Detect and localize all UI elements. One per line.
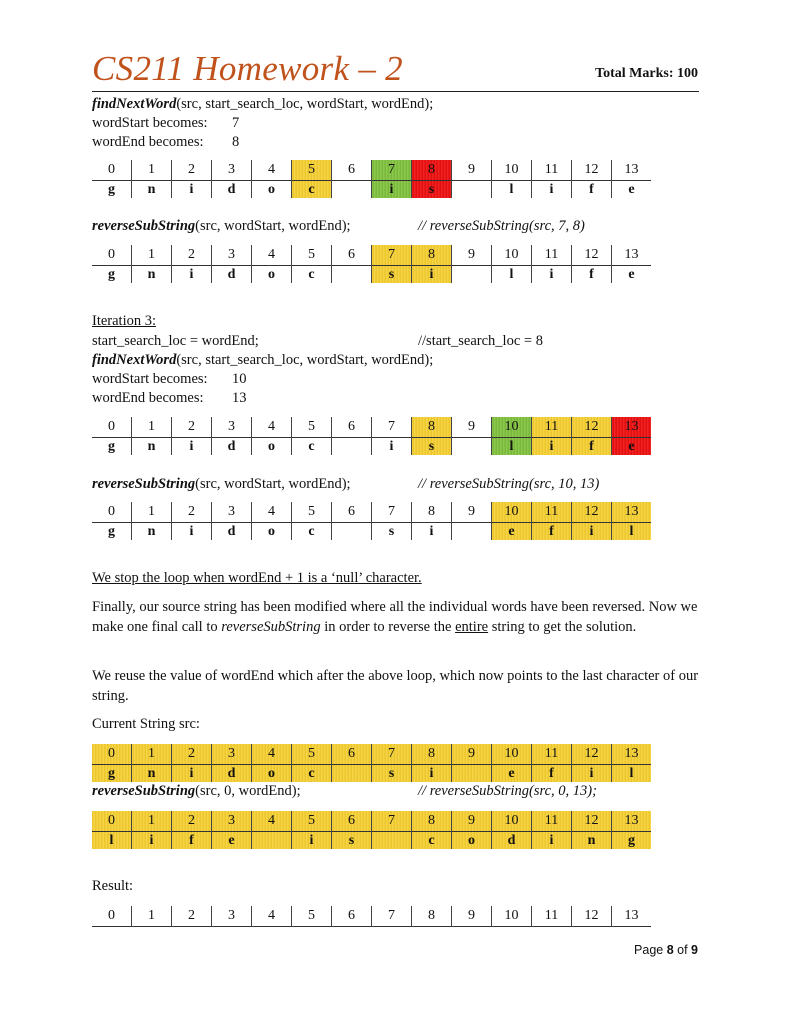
index-cell: 10	[492, 417, 532, 438]
index-cell: 11	[532, 245, 572, 266]
char-cell: f	[532, 523, 572, 541]
char-cell: o	[252, 523, 292, 541]
char-cell: s	[412, 181, 452, 199]
char-cell: f	[572, 266, 612, 284]
char-cell: c	[412, 832, 452, 850]
char-cell	[332, 765, 372, 783]
word-start-line-1: wordStart becomes: 7	[92, 115, 240, 131]
char-cell: i	[572, 523, 612, 541]
index-cell: 5	[292, 906, 332, 927]
index-cell: 3	[212, 811, 252, 832]
char-cell	[332, 181, 372, 199]
char-cell: i	[412, 266, 452, 284]
char-cell: f	[572, 438, 612, 456]
char-cell: s	[372, 765, 412, 783]
char-cell: e	[492, 765, 532, 783]
array-table-1	[92, 160, 651, 198]
index-cell: 9	[452, 502, 492, 523]
index-cell: 9	[452, 245, 492, 266]
char-cell	[332, 266, 372, 284]
index-cell: 8	[412, 811, 452, 832]
char-cell: l	[492, 438, 532, 456]
char-cell: e	[612, 438, 652, 456]
array-table-2	[92, 245, 651, 283]
index-cell: 4	[252, 502, 292, 523]
char-cell: o	[252, 765, 292, 783]
reverse-call-1: reverseSubString(src, wordStart, wordEnd);	[92, 218, 351, 234]
char-cell	[332, 523, 372, 541]
index-cell: 11	[532, 417, 572, 438]
char-cell	[252, 832, 292, 850]
char-cell	[452, 438, 492, 456]
index-cell: 4	[252, 160, 292, 181]
final-reverse-call: reverseSubString(src, 0, wordEnd);	[92, 783, 301, 799]
index-cell: 8	[412, 744, 452, 765]
index-cell: 13	[612, 502, 652, 523]
array-table-5	[92, 744, 651, 782]
char-cell: d	[212, 438, 252, 456]
iteration-3-heading: Iteration 3:	[92, 313, 157, 329]
index-cell: 5	[292, 744, 332, 765]
index-cell: 12	[572, 160, 612, 181]
index-cell: 12	[572, 744, 612, 765]
index-cell: 1	[132, 906, 172, 927]
index-cell: 9	[452, 906, 492, 927]
index-cell: 2	[172, 160, 212, 181]
reverse-call-2: reverseSubString(src, wordStart, wordEnd);	[92, 476, 351, 492]
char-cell: g	[92, 765, 132, 783]
char-cell: i	[172, 523, 212, 541]
char-cell: l	[492, 266, 532, 284]
final-reverse-comment: // reverseSubString(src, 0, 13);	[418, 783, 597, 799]
index-cell: 8	[412, 906, 452, 927]
array-table-4	[92, 502, 651, 540]
index-cell: 6	[332, 417, 372, 438]
char-cell	[452, 181, 492, 199]
char-cell: d	[492, 832, 532, 850]
char-cell: c	[292, 438, 332, 456]
char-row	[92, 523, 651, 541]
index-cell: 9	[452, 160, 492, 181]
index-cell: 4	[252, 744, 292, 765]
index-cell: 5	[292, 417, 332, 438]
header-rule	[92, 91, 699, 92]
char-cell	[372, 832, 412, 850]
assign-comment: //start_search_loc = 8	[418, 333, 543, 349]
char-cell: f	[172, 832, 212, 850]
char-cell: l	[492, 181, 532, 199]
index-cell: 11	[532, 744, 572, 765]
char-cell: i	[412, 765, 452, 783]
index-cell: 5	[292, 245, 332, 266]
index-cell: 1	[132, 417, 172, 438]
array-table-7	[92, 906, 651, 927]
char-row	[92, 765, 651, 783]
reverse-comment-2: // reverseSubString(src, 10, 13)	[418, 476, 600, 492]
char-cell: e	[612, 266, 652, 284]
index-cell: 8	[412, 245, 452, 266]
index-cell: 11	[532, 160, 572, 181]
index-cell: 2	[172, 811, 212, 832]
total-marks: Total Marks: 100	[595, 66, 698, 81]
index-cell: 12	[572, 906, 612, 927]
index-cell: 6	[332, 811, 372, 832]
reverse-comment-1: // reverseSubString(src, 7, 8)	[418, 218, 585, 234]
index-cell: 0	[108, 247, 115, 262]
index-cell: 10	[492, 906, 532, 927]
char-cell: e	[612, 181, 652, 199]
index-cell: 12	[572, 502, 612, 523]
index-cell: 1	[132, 160, 172, 181]
index-cell: 5	[292, 160, 332, 181]
array-table-3	[92, 417, 651, 455]
index-cell: 0	[108, 504, 115, 519]
index-cell: 9	[452, 811, 492, 832]
index-cell: 7	[372, 502, 412, 523]
page-title: CS211 Homework – 2	[92, 49, 403, 88]
paragraph-reuse-wordend: We reuse the value of wordEnd which after the above loop, which now points to the last character of our string.	[92, 668, 699, 704]
index-cell: 13	[612, 417, 652, 438]
char-cell: n	[132, 266, 172, 284]
char-cell: i	[172, 765, 212, 783]
result-label: Result:	[92, 878, 134, 894]
index-cell: 7	[372, 906, 412, 927]
index-cell: 4	[252, 417, 292, 438]
index-cell: 13	[612, 245, 652, 266]
index-cell: 0	[92, 811, 132, 832]
char-cell: i	[292, 832, 332, 850]
char-cell: n	[132, 438, 172, 456]
char-row	[92, 181, 651, 199]
char-cell: i	[532, 181, 572, 199]
char-cell: o	[252, 266, 292, 284]
char-cell: i	[412, 523, 452, 541]
char-cell: g	[108, 181, 115, 197]
index-cell: 0	[92, 744, 132, 765]
char-cell: c	[292, 181, 332, 199]
index-cell: 7	[372, 245, 412, 266]
index-cell: 3	[212, 906, 252, 927]
index-cell: 5	[292, 502, 332, 523]
char-row	[92, 832, 651, 850]
index-cell: 7	[372, 160, 412, 181]
index-row	[92, 744, 651, 765]
char-cell: i	[372, 438, 412, 456]
char-cell: d	[212, 523, 252, 541]
stop-condition: We stop the loop when wordEnd + 1 is a ‘null’ character.	[92, 570, 422, 586]
index-cell: 6	[332, 502, 372, 523]
index-cell: 10	[492, 811, 532, 832]
index-cell: 4	[252, 906, 292, 927]
index-cell: 3	[212, 245, 252, 266]
index-cell: 6	[332, 906, 372, 927]
char-cell: n	[132, 765, 172, 783]
char-cell	[452, 523, 492, 541]
index-cell: 10	[492, 160, 532, 181]
index-cell: 8	[412, 502, 452, 523]
char-cell: n	[132, 181, 172, 199]
index-cell: 11	[532, 906, 572, 927]
word-end-line-2: wordEnd becomes: 13	[92, 390, 247, 406]
index-row	[92, 906, 651, 927]
find-next-word-call-2: findNextWord(src, start_search_loc, wordStart, wordEnd);	[92, 352, 434, 368]
char-cell: g	[612, 832, 652, 850]
index-cell: 7	[372, 744, 412, 765]
char-cell: l	[612, 765, 652, 783]
char-cell: n	[572, 832, 612, 850]
current-string-label: Current String src:	[92, 716, 200, 732]
index-row	[92, 502, 651, 523]
char-cell	[452, 765, 492, 783]
index-cell: 11	[532, 811, 572, 832]
char-cell: i	[372, 181, 412, 199]
char-cell: l	[92, 832, 132, 850]
index-cell: 7	[372, 417, 412, 438]
index-cell: 8	[412, 417, 452, 438]
index-cell: 10	[492, 245, 532, 266]
index-cell: 12	[572, 811, 612, 832]
char-cell: f	[532, 765, 572, 783]
char-cell: d	[212, 181, 252, 199]
char-cell: i	[172, 438, 212, 456]
char-cell: c	[292, 266, 332, 284]
char-cell: g	[108, 438, 115, 454]
char-cell: e	[492, 523, 532, 541]
index-cell: 13	[612, 744, 652, 765]
index-cell: 1	[132, 502, 172, 523]
index-cell: 0	[108, 162, 115, 177]
assign-line: start_search_loc = wordEnd;	[92, 333, 259, 349]
char-cell: c	[292, 765, 332, 783]
index-cell: 2	[172, 417, 212, 438]
char-cell: c	[292, 523, 332, 541]
index-cell: 9	[452, 744, 492, 765]
index-cell: 7	[372, 811, 412, 832]
index-cell: 1	[132, 744, 172, 765]
index-row	[92, 811, 651, 832]
word-end-line-1: wordEnd becomes: 8	[92, 134, 240, 150]
index-cell: 5	[292, 811, 332, 832]
char-row	[92, 266, 651, 284]
index-cell: 13	[612, 160, 652, 181]
index-cell: 2	[172, 245, 212, 266]
index-row	[92, 245, 651, 266]
char-cell: s	[372, 266, 412, 284]
index-cell: 13	[612, 811, 652, 832]
index-cell: 9	[452, 417, 492, 438]
index-cell: 10	[492, 502, 532, 523]
index-row	[92, 160, 651, 181]
char-cell: i	[532, 438, 572, 456]
index-cell: 12	[572, 417, 612, 438]
index-cell: 6	[332, 744, 372, 765]
index-cell: 10	[492, 744, 532, 765]
char-cell: s	[412, 438, 452, 456]
index-cell: 8	[412, 160, 452, 181]
char-cell: s	[332, 832, 372, 850]
char-cell: d	[212, 765, 252, 783]
char-cell: o	[452, 832, 492, 850]
index-row	[92, 417, 651, 438]
find-next-word-call-1: findNextWord(src, start_search_loc, wordStart, wordEnd);	[92, 96, 434, 112]
index-cell: 3	[212, 417, 252, 438]
index-cell: 0	[108, 908, 115, 923]
char-cell	[332, 438, 372, 456]
char-cell: g	[108, 523, 115, 539]
char-cell: o	[252, 438, 292, 456]
char-cell: l	[612, 523, 652, 541]
char-cell: g	[108, 266, 115, 282]
index-cell: 2	[172, 744, 212, 765]
index-cell: 12	[572, 245, 612, 266]
index-cell: 4	[252, 245, 292, 266]
char-cell: i	[132, 832, 172, 850]
index-cell: 3	[212, 160, 252, 181]
index-cell: 1	[132, 811, 172, 832]
page-number: Page 8 of 9	[634, 943, 698, 957]
paragraph-final-call: Finally, our source string has been modified where all the individual words have been reversed. Now we make one final call to reverseSubString in order to reverse the entire string to get the solution.	[92, 599, 698, 635]
char-cell: d	[212, 266, 252, 284]
index-cell: 13	[612, 906, 652, 927]
word-start-line-2: wordStart becomes: 10	[92, 371, 247, 387]
index-cell: 6	[332, 160, 372, 181]
char-cell: i	[172, 181, 212, 199]
char-cell: n	[132, 523, 172, 541]
char-row	[92, 438, 651, 456]
index-cell: 3	[212, 502, 252, 523]
index-cell: 3	[212, 744, 252, 765]
array-table-6	[92, 811, 651, 849]
index-cell: 11	[532, 502, 572, 523]
char-cell: i	[172, 266, 212, 284]
index-cell: 0	[108, 419, 115, 434]
index-cell: 2	[172, 502, 212, 523]
index-cell: 6	[332, 245, 372, 266]
index-cell: 2	[172, 906, 212, 927]
char-cell: i	[572, 765, 612, 783]
char-cell: o	[252, 181, 292, 199]
char-cell: e	[212, 832, 252, 850]
char-cell: i	[532, 832, 572, 850]
char-cell	[452, 266, 492, 284]
index-cell: 1	[132, 245, 172, 266]
char-cell: f	[572, 181, 612, 199]
index-cell: 4	[252, 811, 292, 832]
char-cell: i	[532, 266, 572, 284]
char-cell: s	[372, 523, 412, 541]
